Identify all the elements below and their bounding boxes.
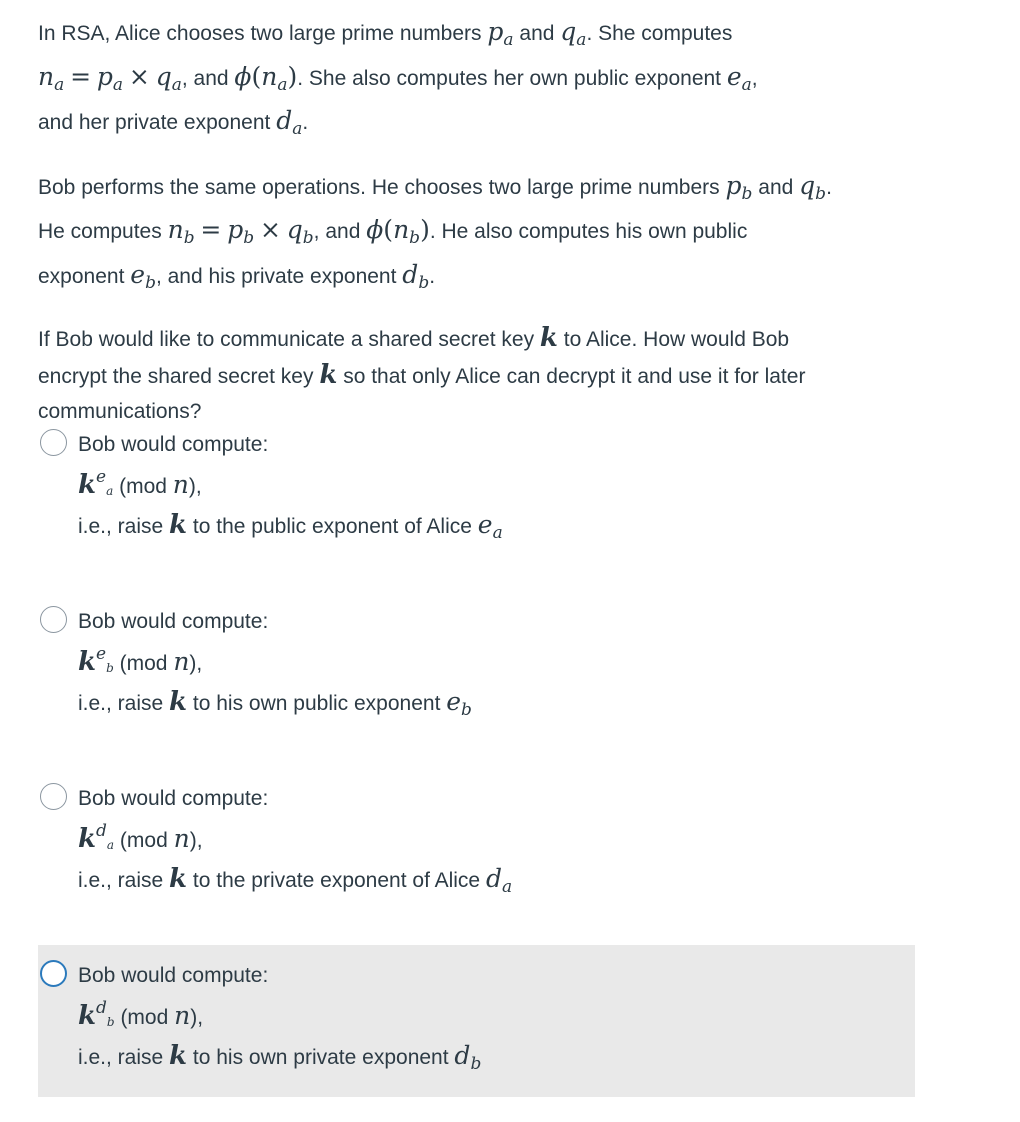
math-sub-b: b [409,228,421,248]
question-text [38,14,918,450]
mod-text: ), [189,652,203,675]
math-sub-a: a [501,877,513,897]
question-text-segment: . [826,175,832,199]
answer-text: to his own public exponent [192,692,441,715]
math-var-p: p [227,215,244,244]
math-times: × [259,215,281,244]
answer-line [78,428,915,461]
question-text-segment: to Alice. How would Bob [563,328,790,351]
answer-line [78,959,915,992]
question-text-segment: , [313,220,320,243]
math-var-p: p [725,170,742,200]
math-var-d: d [485,864,502,893]
math-var-n: n [393,215,410,244]
math-paren: ( [251,61,262,91]
math-paren: ( [383,215,394,244]
math-var-n: n [173,824,190,853]
math-var-n: n [261,61,278,91]
question-text-segment: , [181,66,188,90]
math-var-e: e [477,510,493,539]
question-text-segment: He computes [38,220,162,243]
math-sub-a: a [576,30,587,50]
math-var-d: d [402,259,419,289]
math-exponent-sub: b [106,1015,115,1029]
math-exponent-sub: a [106,838,115,852]
question-text-segment: . She also computes her own public exponent [297,66,722,90]
question-text-segment: , [751,66,758,90]
math-phi: ϕ [366,215,384,244]
math-equals: = [70,61,92,91]
math-var-k: k [319,359,338,390]
question-text-segment: . He also computes his own public [429,220,748,243]
answer-formula [78,638,915,685]
answer-explanation [78,685,915,727]
math-sub-b: b [470,1054,482,1074]
mod-text: ), [189,829,203,852]
answer-formula [78,992,915,1039]
math-paren: ) [287,61,298,91]
math-var-k: k [78,647,97,677]
answer-option-3[interactable] [38,768,915,920]
mod-text: (mod [119,475,167,498]
question-text-segment: In RSA, Alice chooses two large prime numbers [38,22,482,45]
answer-explanation [78,508,915,550]
question-text-segment: Bob performs the same operations. He chooses two large prime numbers [38,175,720,199]
answer-text: to the private exponent of Alice [192,869,481,892]
answer-text: i.e., raise [78,515,164,538]
math-sub-a: a [503,30,514,50]
math-var-d: d [276,106,293,135]
math-sub-a: a [492,523,503,543]
question-paragraph-bob [38,168,918,302]
answer-text: to his own private exponent [192,1046,449,1069]
radio-button[interactable] [40,429,67,456]
math-sub-b: b [302,228,314,248]
answer-label: Bob would compute: [78,787,269,810]
math-exponent: d [96,821,107,841]
question-text-segment: communications? [38,400,202,423]
math-exponent: e [96,644,107,664]
math-sub-b: b [461,700,472,720]
answer-formula [78,815,915,862]
math-phi: ϕ [234,61,252,91]
math-var-n: n [167,215,184,244]
radio-button[interactable] [40,606,67,633]
radio-button[interactable] [40,783,67,810]
question-text-segment: and [193,66,229,90]
math-var-k: k [78,1001,97,1031]
question-text-segment: so that only Alice can decrypt it and use it for later [343,364,806,388]
math-sub-a: a [277,74,288,95]
math-equals: = [200,215,222,244]
math-var-k: k [169,1041,188,1071]
answer-list [38,414,915,1122]
math-var-k: k [78,470,97,500]
math-var-k: k [78,824,97,854]
answer-text: to the public exponent of Alice [192,515,472,538]
question-text-segment: , and his private exponent [155,264,397,288]
question-text-segment: . [429,264,436,288]
mod-text: ), [190,1006,204,1029]
math-var-n: n [38,61,55,91]
math-exponent-sub: a [106,484,114,498]
question-text-segment: exponent [38,264,125,288]
math-sub-a: a [54,74,65,95]
answer-text: i.e., raise [78,869,164,892]
question-text-segment: and [519,22,555,45]
answer-label: Bob would compute: [78,610,269,633]
question-text-segment: and [758,175,794,199]
math-var-e: e [446,687,462,716]
answer-option-1[interactable] [38,414,915,566]
math-var-p: p [96,61,113,91]
math-exponent: e [96,467,107,487]
math-exponent-sub: b [106,661,114,675]
math-var-n: n [174,1001,191,1030]
question-text-segment: and [325,220,361,243]
answer-label: Bob would compute: [78,964,269,987]
math-sub-b: b [815,183,827,204]
math-var-q: q [799,170,816,200]
math-var-k: k [169,864,188,894]
answer-text: i.e., raise [78,692,164,715]
math-var-q: q [155,61,172,91]
math-var-n: n [172,470,189,499]
math-sub-a: a [741,74,752,95]
answer-label: Bob would compute: [78,433,269,456]
question-text-segment: . [302,111,309,134]
mod-text: (mod [120,1006,169,1029]
math-var-k: k [169,687,188,717]
mod-text: (mod [119,652,168,675]
question-text-segment: . She computes [586,22,733,45]
question-text-segment: and her private exponent [38,111,271,134]
answer-explanation [78,862,915,904]
math-times: × [128,61,150,91]
question-text-segment: encrypt the shared secret key [38,364,314,388]
math-paren: ) [420,215,430,244]
answer-line [78,605,915,638]
math-var-e: e [130,259,146,289]
radio-button[interactable] [40,960,67,987]
math-sub-a: a [112,74,124,95]
math-sub-b: b [145,272,156,293]
answer-text: i.e., raise [78,1046,164,1069]
math-var-n: n [173,647,190,676]
answer-formula [78,461,915,508]
math-sub-b: b [243,228,255,248]
math-sub-b: b [741,183,753,204]
math-sub-a: a [292,119,303,139]
math-var-q: q [560,17,577,46]
question-text-segment: If Bob would like to communicate a shared secret key [38,328,535,351]
math-sub-b: b [183,228,195,248]
mod-text: (mod [119,829,168,852]
math-var-p: p [487,17,504,46]
answer-explanation [78,1039,915,1081]
answer-option-2[interactable] [38,591,915,743]
math-var-d: d [454,1041,471,1070]
answer-option-4[interactable] [38,945,915,1097]
math-var-k: k [169,510,188,540]
math-exponent: d [96,998,107,1018]
math-var-k: k [539,323,558,353]
question-paragraph-alice [38,14,918,148]
math-var-e: e [726,61,742,91]
math-sub-b: b [418,272,430,293]
math-var-q: q [286,215,303,244]
answer-line [78,782,915,815]
math-sub-a: a [171,74,182,95]
mod-text: ), [188,475,202,498]
